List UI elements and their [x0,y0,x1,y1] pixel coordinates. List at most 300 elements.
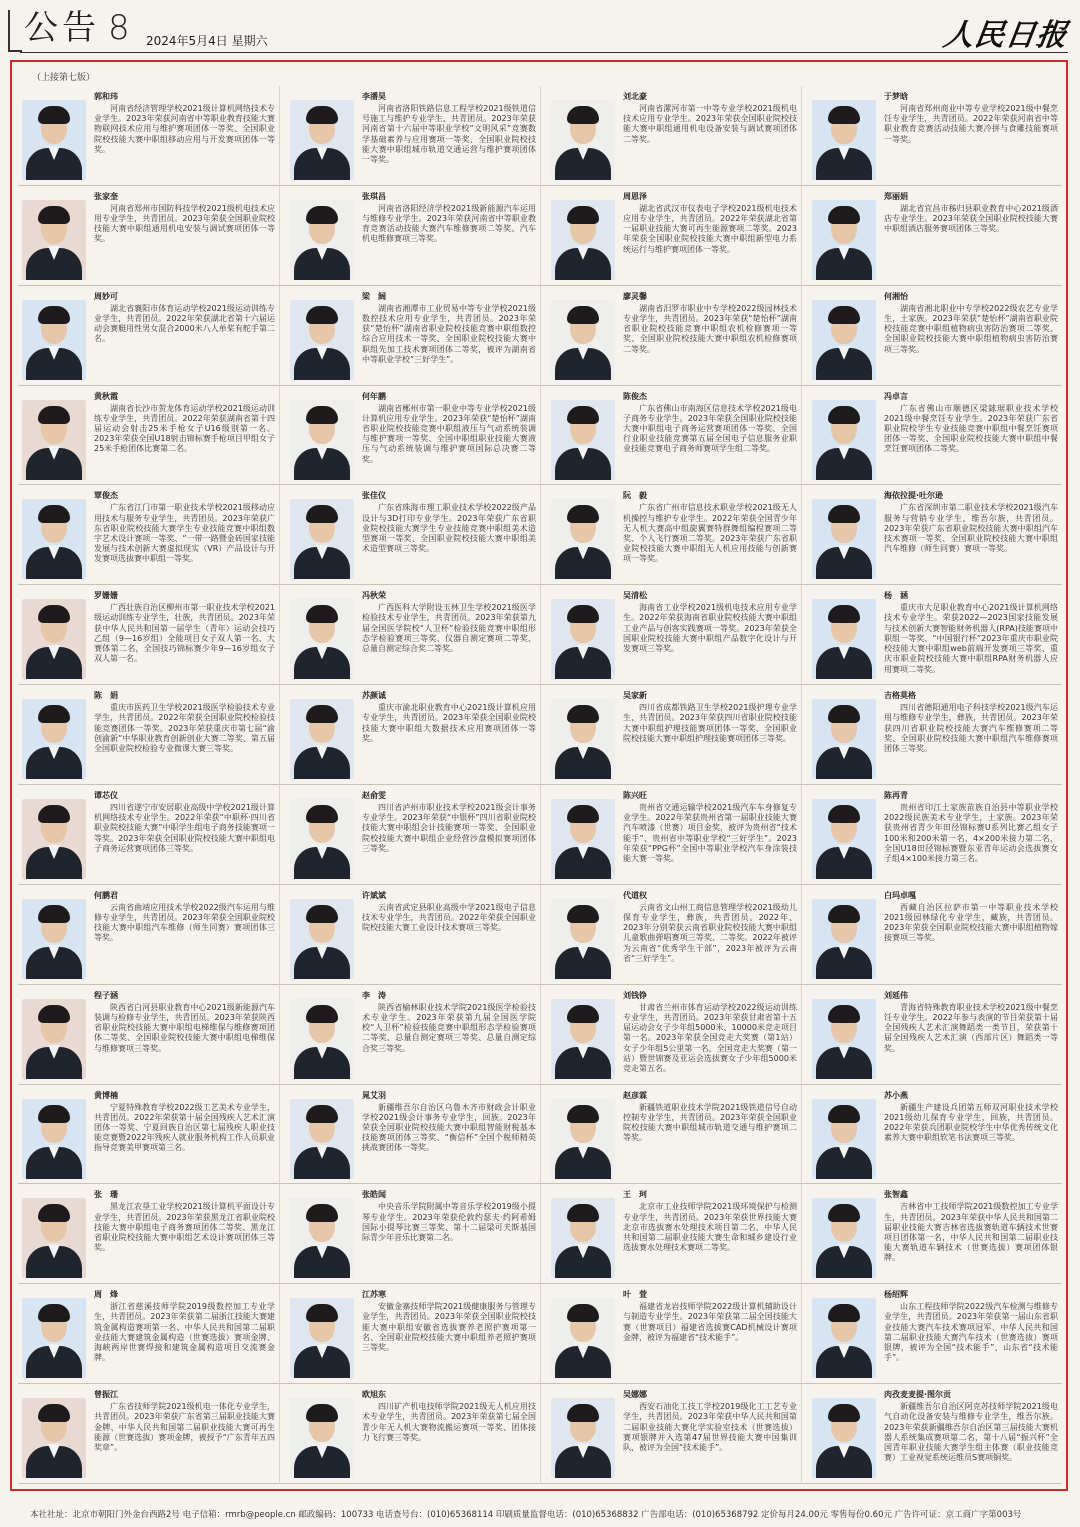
honoree-card [18,86,279,186]
portrait-hair [38,1005,70,1023]
honoree-bio: 四川省泸州市职业技术学校2021级会计事务专业学生。2023年荣获“中银杯”四川省职业院校技能大赛中职组会计技能赛项一等奖、全国职业院校技能大赛中职组企业经营沙盘模拟赛项团体三等奖。 [362,802,536,853]
portrait-photo [290,999,354,1079]
honoree-info [94,1091,275,1182]
honoree-info [884,1190,1058,1281]
portrait-hair [38,905,70,923]
portrait-hair [306,705,338,723]
honoree-card [279,785,540,885]
page-header [0,0,1080,58]
honoree-info [623,991,797,1082]
honoree-card [801,785,1062,885]
portrait-photo [551,300,615,380]
honoree-card [801,1384,1062,1484]
portrait-photo [290,799,354,879]
portrait-hair [828,106,860,124]
honoree-bio: 广西医科大学附设玉林卫生学校2021级医学检验技术专业学生，共青团员。2023年荣获第九届全国医学院校“人卫杯”检验技能竞赛中职组形态学检验赛项三等奖、仪器自测定赛项二等奖、总量自测定综合奖二等奖。 [362,603,536,654]
honoree-card [279,1284,540,1384]
honoree-card [801,286,1062,386]
honoree-name: 冯卓言 [884,391,908,401]
portrait-hair [38,705,70,723]
portrait-photo [22,699,86,779]
honoree-card [801,585,1062,685]
honoree-name: 何鹏君 [94,890,118,900]
honoree-card [279,1184,540,1284]
portrait-photo [812,899,876,979]
honoree-card [18,386,279,486]
portrait-hair [567,605,599,623]
portrait-hair [828,505,860,523]
honoree-name: 周妙可 [94,291,118,301]
portrait-photo [551,100,615,180]
honoree-name: 肉孜麦麦提·图尔贡 [884,1390,952,1400]
portrait-hair [306,1105,338,1123]
portrait-photo [22,799,86,879]
newspaper-logo: 人民日报 [941,18,1070,53]
portrait-hair [828,206,860,224]
honoree-info [884,491,1058,582]
section-label: 公告 [24,8,100,48]
honoree-bio: 广东省佛山市顺德区梁銶琚职业技术学校2021级中餐烹饪专业学生。2023年荣获广东省职业院校学生专业技能竞赛中职组中餐烹饪赛项团体一等奖、全国职业院校技能大赛中职组中餐烹饪赛项团体二等奖。 [884,403,1058,454]
portrait-photo [551,699,615,779]
header-bracket [8,10,22,52]
honoree-bio: 西安石油化工技工学校2019级化工工艺专业学生，共青团员。2023年荣获中华人民共和国第二届职业技能大赛化学实验室技术（世赛选拔）赛项银牌并入选第47届世界技能大赛中国集训队，被评为全国“技术能手”。 [623,1402,797,1452]
honoree-bio: 四川省遂宁市安居职业高级中学校2021级计算机网络技术专业学生。2022年荣获“中职杯·四川省职业院校技能大赛”中职学生组电子商务技能赛项一等奖。2023年荣获全国职业院校技能大赛中职组电子商务运营赛项团体三等奖。 [94,802,275,853]
honoree-name: 刘钱铮 [623,990,647,1000]
honoree-info [884,92,1058,183]
continued-note: （上接第七版） [32,73,96,83]
honoree-info [884,292,1058,383]
honoree-name: 张 珊 [94,1190,118,1200]
honoree-bio: 贵州省交通运输学校2021级汽车车身修复专业学生。2022年荣获贵州省第一届职业技能大赛汽车喷漆（世赛）项目金奖，被评为贵州省“技术能手”、贵州省中等职业学校“三好学生”。2023年荣获“PPG杯”全国中等职业学校汽车身涂装技能大赛一等奖。 [623,802,797,863]
honoree-card [540,485,801,585]
honoree-card [18,1184,279,1284]
honoree-card [18,885,279,985]
honoree-info [623,92,797,183]
honoree-name: 刘延伟 [884,990,908,1000]
honoree-card [279,585,540,685]
honoree-card [801,186,1062,286]
portrait-hair [306,805,338,823]
honoree-bio: 贵州省印江土家族苗族自治县中等职业学校2022级民族美术专业学生，土家族。2023年荣获贵州省青少年田径锦标赛U系列比赛乙组女子100米和200米第一名、4×200米接力第二名，全国U18田径锦标赛暨东亚青年运动会选拔赛女子组4×100米接力第三名。 [884,802,1058,863]
honoree-info [94,791,275,882]
honoree-bio: 北京市工业技师学院2021级环境保护与检测专业学生，共青团员。2023年荣获世界技能大赛北京市选拔赛水处理技术项目第二名、中华人民共和国第二届职业技能大赛生命和城乡建设行业选拔赛水处理技术赛项二等奖。 [623,1202,797,1253]
honoree-info [362,1190,536,1281]
honoree-name: 曾振江 [94,1390,118,1400]
honoree-bio: 云南省曲靖应用技术学校2022级汽车运用与维修专业学生，共青团员。2023年荣获全国职业院校技能大赛中职组汽车维修（师生同赛）赛项团体三等奖。 [94,902,275,943]
honoree-bio: 山东工程技师学院2022级汽车检测与维修专业学生，共青团员。2023年荣获第一届山东省职业技能大赛汽车技术赛项冠军、中华人民共和国第二届职业技能大赛汽车技术（世赛选拔）赛项银牌，被评为全国“技术能手”、山东省“技术能手”。 [884,1302,1058,1363]
honoree-card [540,386,801,486]
honoree-info [94,1290,275,1381]
portrait-hair [38,505,70,523]
portrait-hair [828,905,860,923]
honoree-bio: 湖北省襄阳市体育运动学校2021级运动训练专业学生，共青团员。2022年荣获湖北省第十六届运动会赛艇用性男女混合2000米八人单桨有舵手第二名。 [94,303,275,344]
portrait-photo [812,400,876,480]
portrait-photo [812,799,876,879]
portrait-hair [828,1105,860,1123]
honoree-card [540,785,801,885]
honoree-name: 陈俊杰 [623,391,647,401]
honoree-info [884,1091,1058,1182]
honoree-bio: 湖南省湘北职业中专学校2022级农艺专业学生，土家族。2023年荣获“楚怡杯”湖南省职业院校技能竞赛中职组植物病虫害防治赛项二等奖、全国职业院校技能大赛中职组植物病虫害防治赛项三等奖。 [884,303,1058,354]
honoree-info [362,591,536,682]
honoree-card [540,1284,801,1384]
portrait-hair [38,1404,70,1422]
honoree-info [623,791,797,882]
honoree-info [94,292,275,383]
honoree-name: 赵俞雯 [362,790,386,800]
honoree-name: 张家奎 [94,191,118,201]
honoree-name: 梁 阔 [362,291,386,301]
portrait-hair [38,1204,70,1222]
honoree-card [18,985,279,1085]
honoree-card [540,1184,801,1284]
honoree-info [94,392,275,483]
portrait-photo [812,200,876,280]
honoree-name: 吴娜娜 [623,1390,647,1400]
honoree-name: 刘北豪 [623,92,647,101]
portrait-hair [828,805,860,823]
honoree-name: 吴清松 [623,591,647,601]
honoree-name: 陈兴旺 [623,790,647,800]
portrait-photo [551,499,615,579]
honoree-name: 李潘昊 [362,92,386,101]
honoree-bio: 四川矿产机电技师学院2021级无人机应用技术专业学生，共青团员。2023年荣获第七届全国青少年无人机大赛物流搬运赛项一等奖、团体接力飞行赛三等奖。 [362,1402,536,1442]
honoree-info [94,1390,275,1481]
honoree-info [884,891,1058,982]
portrait-photo [551,799,615,879]
portrait-photo [812,499,876,579]
honoree-info [623,591,797,682]
portrait-photo [22,300,86,380]
honoree-info [623,1290,797,1381]
honoree-bio: 重庆市医药卫生学校2021级医学检验技术专业学生，共青团员。2022年荣获全国职业院校检验技能竞赛团体一等奖。2023年荣获重庆市第七届“渝创渝新”中华职业教育创新创业大赛二等奖、第五届全国职业院校检验专业微课大赛三等奖。 [94,703,275,753]
honoree-bio: 广东省广州市信息技术职业学校2021级无人机操控与维护专业学生。2022年荣获全国青少年无人机大赛高中组旋翼赛特群舞组编程赛项二等奖、个人飞行赛项二等奖。2023年荣获广东省职业院校技能大赛中职组无人机应用技能与创新赛项一等奖。 [623,503,797,564]
portrait-photo [22,999,86,1079]
honoree-info [362,991,536,1082]
honoree-name: 陈 娟 [94,691,118,701]
portrait-photo [22,499,86,579]
portrait-photo [290,899,354,979]
honoree-name: 赵彦霖 [623,1090,647,1100]
honoree-bio: 甘肃省兰州市体育运动学校2022级运动训练专业学生，共青团员。2023年荣获甘肃省第十五届运动会女子少年组5000米、10000米竞走项目第一名。2023年荣获全国竞走大奖赛（第1站）女子少年组5公里第一名，全国竞走大奖赛（第一站）暨世锦赛及亚运会选拔赛女子少年组5000米竞走第五名。 [623,1002,797,1073]
honoree-bio: 广东省珠海市理工职业技术学校2022级产品设计与3D打印专业学生。2023年荣获广东省职业院校技能大赛学生专业技能竞赛中职组美术造型赛项一等奖、全国职业院校技能大赛中职组美术造型赛项三等奖。 [362,503,536,554]
portrait-photo [551,200,615,280]
honoree-info [884,991,1058,1082]
portrait-photo [812,1099,876,1179]
portrait-photo [22,100,86,180]
portrait-photo [290,1298,354,1378]
honoree-bio: 湖南省汨罗市职业中专学校2022级园林技术专业学生，共青团员。2023年荣获“楚怡杯”湖南省职业院校技能竞赛中职组农机检修赛项一等奖、全国职业院校技能大赛中职组农机检修赛项二等奖。 [623,303,797,354]
portrait-photo [290,1099,354,1179]
honoree-info [623,292,797,383]
portrait-photo [812,1298,876,1378]
portrait-hair [828,1304,860,1322]
honoree-name: 白玛卓嘎 [884,890,916,900]
honoree-info [884,392,1058,483]
honoree-card [279,985,540,1085]
honoree-name: 冯秋荣 [362,591,386,601]
honoree-name: 苏颜诚 [362,691,386,701]
honoree-bio: 四川省成都铁路卫生学校2021级护理专业学生，共青团员。2023年荣获四川省职业院校技能大赛中职组护理技能赛项团体一等奖、全国职业院校技能大赛中职组护理技能赛项团体三等奖。 [623,703,797,743]
honoree-name: 吴家新 [623,691,647,701]
honoree-info [362,192,536,283]
honoree-name: 许斌斌 [362,890,386,900]
honoree-name: 于梦晗 [884,92,908,101]
portrait-hair [306,206,338,224]
honoree-name: 覃俊杰 [94,491,118,501]
honoree-card [279,485,540,585]
portrait-photo [22,899,86,979]
honoree-bio: 广东省佛山市南海区信息技术学校2021级电子商务专业学生。2023年荣获全国职业院校技能大赛中职组电子商务运营赛项团体一等奖、全国行业职业技能竞赛第五届全国电子信息服务业职业技能竞赛电子商务师赛项学生组二等奖。 [623,403,797,454]
honoree-bio: 湖北省宜昌市秭归县职业教育中心2021级酒店专业学生。2023年荣获全国职业院校技能大赛中职组酒店服务赛项团体三等奖。 [884,203,1058,234]
honoree-name: 杨绍辉 [884,1290,908,1300]
honoree-name: 谭芯仪 [94,790,118,800]
portrait-hair [567,206,599,224]
portrait-hair [567,805,599,823]
honoree-bio: 浙江省慈溪技师学院2019级数控加工专业学生，共青团员。2023年荣获第二届浙江技能大赛建筑金属构造赛项第一名、中华人民共和国第二届职业技能大赛建筑金属构造（世赛选拔）赛项金牌、海峡两岸世赛焊接和建筑金属构造项目交流赛金牌。 [94,1302,275,1363]
honoree-card [279,386,540,486]
portrait-photo [551,899,615,979]
honoree-bio: 安徽金寨技师学院2021级健康服务与管理专业学生，共青团员。2023年荣获全国职业院校技能大赛中职组安徽省选拔赛养老照护赛项第一名、全国职业院校技能大赛中职组养老照护赛项三等奖。 [362,1302,536,1353]
honoree-card [18,685,279,785]
honoree-card [540,885,801,985]
portrait-hair [306,505,338,523]
honoree-card [801,386,1062,486]
honoree-bio: 四川省德阳通用电子科技学校2021级汽车运用与维修专业学生，彝族，共青团员。2023年荣获四川省职业院校技能大赛汽车维修赛项二等奖、全国职业院校技能大赛中职组汽车维修赛项团体三等奖。 [884,703,1058,753]
portrait-hair [306,905,338,923]
portrait-photo [551,400,615,480]
honoree-bio: 广东省江门市第一职业技术学校2021级移动应用技术与服务专业学生，共青团员。2023年荣获广东省职业院校技能大赛学生专业技能竞赛中职组数字艺术设计赛项一等奖、“一带一路暨金砖国家技能发展与技术创新大赛虚拟现实（VR）产品设计与开发赛项选拔赛中职组一等奖。 [94,503,275,564]
honoree-card [279,86,540,186]
honoree-bio: 广西壮族自治区柳州市第一职业技术学校2021级运动训练专业学生，壮族，共青团员。2023年荣获中华人民共和国第一届学生（青年）运动会技巧乙组（9—16岁组）全能项目女子双人第一名、大赛体第二名，全国技巧锦标赛少年9—16岁组女子双人第一名。 [94,603,275,664]
portrait-hair [567,1105,599,1123]
portrait-photo [551,999,615,1079]
portrait-hair [38,805,70,823]
honoree-info [94,691,275,782]
honoree-info [362,691,536,782]
honoree-card [18,186,279,286]
portrait-photo [290,1198,354,1278]
honoree-bio: 西藏自治区拉萨市第一中等职业技术学校2021级园林绿化专业学生，藏族，共青团员。2023年荣获全国职业院校技能大赛中职组植物嫁接赛项三等奖。 [884,902,1058,943]
honoree-name: 海依拉提·吐尔逊 [884,491,944,501]
honoree-info [362,292,536,383]
honoree-grid [18,86,1062,1484]
honoree-bio: 湖南省郴州市第一职业中等专业学校2021级计算机应用专业学生。2023年荣获“楚怡杯”湖南省职业院校技能竞赛中职组液压与气动系统装调与维护赛项一等奖、全国中职组职业技能大赛液压与气动系统装调与维护赛项国际总决赛二等奖。 [362,403,536,464]
honoree-bio: 重庆市大足职业教育中心2021级计算机网络技术专业学生。荣获2022—2023国家技能发展与技术创新大赛智能财务机器人(RPA)技能赛项中职组一等奖、“中国银行杯”2023年重庆市职业院校技能大赛中职组web前端开发赛项三等奖、重庆市职业院校技能大赛中职组RPA财务机器人应用赛项二等奖。 [884,603,1058,674]
honoree-name: 苏小燕 [884,1090,908,1100]
honoree-card [801,885,1062,985]
honoree-card [18,485,279,585]
honoree-name: 张佳仪 [362,491,386,501]
portrait-photo [290,1398,354,1478]
honoree-bio: 云南省文山州工商信息管理学校2021级幼儿保育专业学生，彝族，共青团员。2022年、2023年分别荣获云南省职业院校技能大赛中职组儿童歌曲弹唱赛项三等奖、二等奖。2022年被评为云南省“优秀学生干部”，2023年被评为云南省“三好学生”。 [623,902,797,963]
honoree-card [279,1384,540,1484]
honoree-card [18,286,279,386]
portrait-hair [38,605,70,623]
page-number: 8 [108,8,130,48]
portrait-hair [567,1404,599,1422]
portrait-photo [22,1298,86,1378]
portrait-photo [551,1198,615,1278]
honoree-info [94,591,275,682]
honoree-info [94,991,275,1082]
honoree-name: 阮 毅 [623,491,647,501]
honoree-card [279,286,540,386]
portrait-photo [290,100,354,180]
portrait-hair [567,106,599,124]
honoree-name: 何湘怡 [884,291,908,301]
honoree-bio: 广东省技师学院2021级机电一体化专业学生，共青团员。2023年荣获广东省第三届职业技能大赛金牌、中华人民共和国第二届职业技能大赛可再生能源（世赛选拔）赛项金牌，被授予“广东青年五四奖章”。 [94,1402,275,1452]
portrait-photo [812,100,876,180]
portrait-photo [812,999,876,1079]
portrait-hair [828,1204,860,1222]
honoree-card [18,785,279,885]
honoree-card [540,286,801,386]
honoree-info [623,1091,797,1182]
portrait-photo [551,1398,615,1478]
portrait-hair [306,1304,338,1322]
honoree-info [362,92,536,183]
portrait-hair [567,1304,599,1322]
portrait-photo [551,1099,615,1179]
issue-date: 2024年5月4日 星期六 [146,34,268,48]
portrait-hair [306,106,338,124]
portrait-hair [306,1204,338,1222]
honoree-bio: 陕西省榆林职业技术学院2021级医学检验技术专业学生。2023年荣获第九届全国医学院校“人卫杯”检验技能竞赛中职组形态学检验赛项二等奖、总量自测定赛项三等奖、总量自测定综合奖三等奖。 [362,1002,536,1053]
honoree-bio: 海南省工业学校2021级机电技术应用专业学生。2022年荣获海南省职业院校技能大赛中职组工业产品与创客实践赛项一等奖。2023年荣获全国职业院校技能大赛中职组产品数字化设计与开发赛项三等奖。 [623,603,797,654]
honoree-info [884,791,1058,882]
honoree-name: 张皓闻 [362,1190,386,1200]
honoree-name: 陈再青 [884,790,908,800]
honoree-card [279,186,540,286]
portrait-hair [828,605,860,623]
honoree-name: 张琪昌 [362,191,386,201]
honoree-bio: 湖北省武汉市仪表电子学校2021级机电技术应用专业学生，共青团员。2022年荣获湖北省第一届职业技能大赛可再生能源赛项二等奖。2023年荣获全国职业院校技能大赛中职组新型电力系统运行与维护赛项团体一等奖。 [623,203,797,254]
honoree-bio: 中央音乐学院附属中等音乐学校2019级小提琴专业学生。2023年荣获伦敦约瑟夫·约阿希姆国际小提琴比赛三等奖、第十二届梁可夫斯基国际青少年音乐比赛第二名。 [362,1202,536,1243]
honoree-name: 代道权 [623,890,647,900]
honoree-info [94,1190,275,1281]
honoree-info [623,691,797,782]
honoree-info [623,891,797,982]
honoree-bio: 宁夏特殊教育学校2022级工艺美术专业学生，共青团员。2022年荣获第十届全国残疾人艺术汇演团体一等奖、宁夏回族自治区第七届残疾人职业技能竞赛暨2022年残疾人就业服务机构工作人员职业指导竞赛美甲赛项第三名。 [94,1102,275,1153]
portrait-hair [38,306,70,324]
portrait-hair [828,705,860,723]
honoree-name: 晁艾羽 [362,1090,386,1100]
honoree-card [18,1284,279,1384]
honoree-card [540,585,801,685]
honoree-info [94,491,275,582]
portrait-photo [22,400,86,480]
portrait-hair [38,106,70,124]
honoree-name: 张智鑫 [884,1190,908,1200]
honoree-info [362,891,536,982]
portrait-hair [567,705,599,723]
honoree-info [884,1290,1058,1381]
honoree-name: 程子涵 [94,990,118,1000]
portrait-hair [306,1404,338,1422]
portrait-hair [306,1005,338,1023]
honoree-bio: 青海省特殊教育职业技术学校2021级中餐烹饪专业学生。2022年参与表演的节目荣获第十届全国残疾人艺术汇演舞蹈类一类节目，荣获第十届全国残疾人艺术汇演（西部片区）舞蹈类一等奖。 [884,1002,1058,1053]
page-footer: 本社社址：北京市朝阳门外金台西路2号 电子信箱：rmrb@people.cn 邮政编码：100733 电话查号台：(010)65368114 印刷质量监督电话：(010)65368832 广告部电话：(010)65368792 定价每月24.00元 零售每份0.60元 广告许可证：京工商广字第003号 [30,1510,1022,1520]
honoree-info [362,1390,536,1481]
honoree-bio: 新疆铁道职业技术学院2021级铁道信号自动控制专业学生，共青团员。2023年荣获全国职业院校技能大赛中职组城市轨道交通与维护赛项二等奖。 [623,1102,797,1143]
honoree-card [540,1085,801,1185]
honoree-info [94,92,275,183]
honoree-bio: 福建省龙岩技师学院2022级计算机辅助设计与制造专业学生。2023年荣获第二届全国技能大赛（世赛项目）福建省选拔赛CAD机械设计赛项金牌，被评为福建省“技术能手”。 [623,1302,797,1342]
portrait-photo [812,699,876,779]
honoree-name: 杨 涵 [884,591,908,601]
portrait-hair [38,1105,70,1123]
portrait-hair [828,1005,860,1023]
honoree-info [362,1290,536,1381]
portrait-hair [306,605,338,623]
portrait-hair [567,1204,599,1222]
portrait-photo [551,599,615,679]
honoree-info [362,791,536,882]
honoree-card [18,1085,279,1185]
honoree-name: 何年鹏 [362,391,386,401]
honoree-name: 吉格莫格 [884,691,916,701]
portrait-hair [38,406,70,424]
honoree-card [540,186,801,286]
honoree-name: 廖灵馨 [623,291,647,301]
portrait-hair [567,505,599,523]
honoree-card [801,985,1062,1085]
honoree-name: 周 烽 [94,1290,118,1300]
honoree-info [362,392,536,483]
portrait-photo [22,200,86,280]
portrait-hair [828,406,860,424]
honoree-bio: 河南省经济管理学校2021级计算机网络技术专业学生。2023年荣获河南省中等职业教育技能大赛物联网技术应用与维护赛项团体一等奖、全国职业院校技能大赛中职组移动应用与开发赛项团体一等奖。 [94,104,275,154]
honoree-card [801,1085,1062,1185]
honoree-info [623,1190,797,1281]
honoree-card [18,1384,279,1484]
honoree-name: 李 涛 [362,990,386,1000]
honoree-info [884,192,1058,283]
portrait-hair [567,306,599,324]
portrait-photo [812,1398,876,1478]
honoree-bio: 河南省郑州商业中等专业学校2021级中餐烹饪专业学生，共青团员。2022年荣获河南省中等职业教育竞赛活动技能大赛冷拼与食雕技能赛项一等奖。 [884,104,1058,144]
portrait-hair [567,905,599,923]
honoree-card [540,985,801,1085]
honoree-card [279,685,540,785]
portrait-photo [290,400,354,480]
honoree-card [801,685,1062,785]
honoree-name: 郑丽娟 [884,191,908,201]
honoree-card [540,86,801,186]
honoree-info [623,392,797,483]
honoree-bio: 云南省武定县职业高级中学2021级电子信息技术专业学生，共青团员。2022年荣获全国职业院校技能大赛工业设计技术赛项三等奖。 [362,902,536,933]
honoree-info [362,1091,536,1182]
honoree-bio: 河南省漯河市第一中等专业学校2021级机电技术应用专业学生。2023年荣获全国职业院校技能大赛中职组通用机电设备安装与调试赛项团体二等奖。 [623,104,797,144]
portrait-photo [290,200,354,280]
honoree-card [801,1184,1062,1284]
honoree-info [623,192,797,283]
honoree-bio: 河南省洛阳铁路信息工程学校2021级铁道信号施工与维护专业学生，共青团员。2023年荣获河南省第十六届中等职业学校“文明风采”竞赛数学基础素养与应用赛项一等奖、全国职业院校技能大赛中职组城市轨道交通运营与维护赛项团体一等奖。 [362,104,536,165]
portrait-hair [306,306,338,324]
honoree-name: 罗姗姗 [94,591,118,601]
honoree-name: 黄博楠 [94,1090,118,1100]
portrait-hair [828,1404,860,1422]
honoree-card [279,885,540,985]
honoree-info [362,491,536,582]
honoree-card [18,585,279,685]
honoree-name: 叶 萱 [623,1290,647,1300]
portrait-hair [567,1005,599,1023]
honoree-bio: 重庆市渝北职业教育中心2021级计算机应用专业学生，共青团员。2023年荣获全国职业院校技能大赛中职组大数据技术应用赛项团体一等奖。 [362,703,536,743]
portrait-photo [812,1198,876,1278]
honoree-card [540,685,801,785]
